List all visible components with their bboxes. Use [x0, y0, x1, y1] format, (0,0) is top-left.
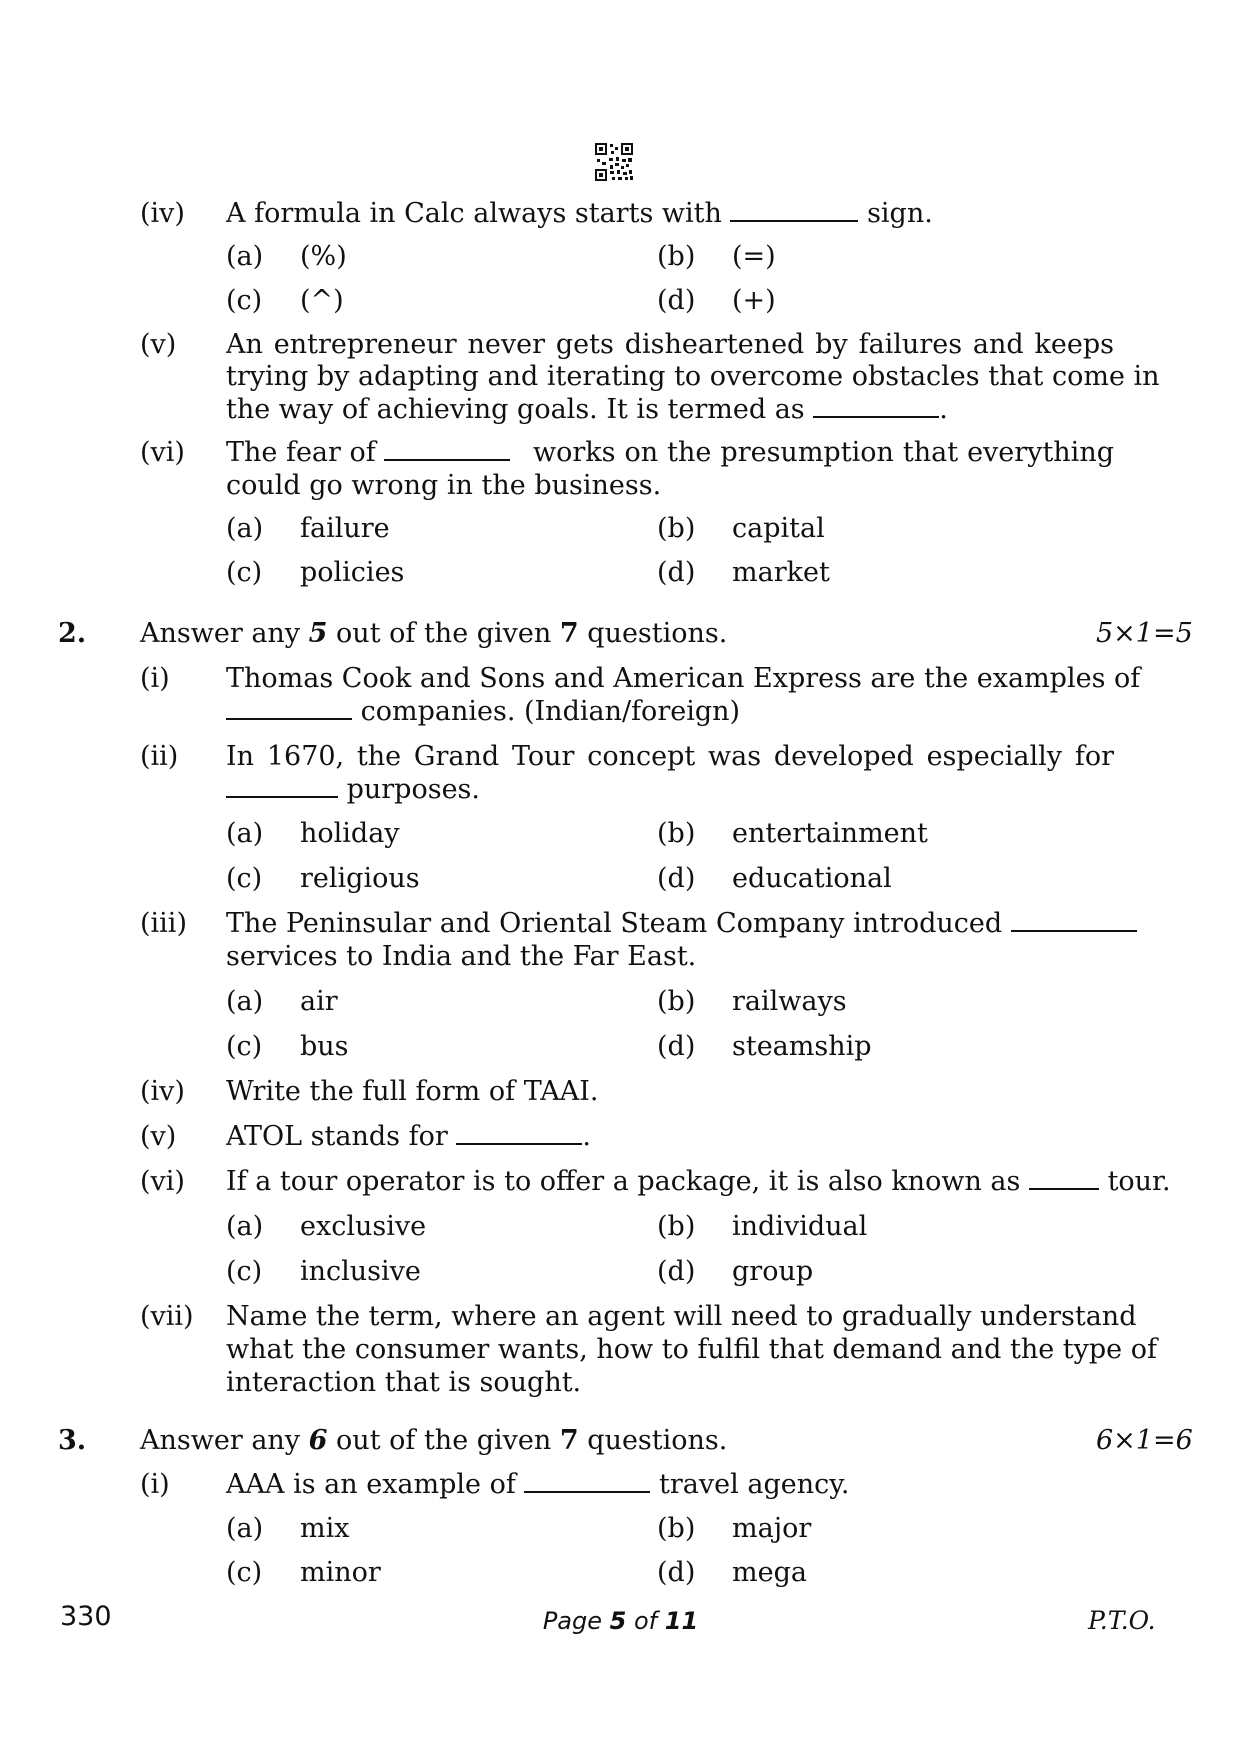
q2-iii-line-2: services to India and the Far East.: [226, 941, 697, 972]
q2-instruction: Answer any 5 out of the given 7 questions.: [140, 618, 728, 649]
q1-iv-option-c-label: (c): [226, 285, 263, 316]
q2-vi-option-b-label: (b): [657, 1211, 696, 1242]
q2-vi-option-a-label: (a): [226, 1211, 264, 1242]
pto-label: P.T.O.: [1088, 1606, 1156, 1635]
q1-vi-option-d-text: market: [732, 557, 830, 588]
q2-ii-option-b-text: entertainment: [732, 818, 928, 849]
q3-instruction: Answer any 6 out of the given 7 questions.: [140, 1425, 728, 1456]
q3-i-number: (i): [140, 1469, 170, 1500]
q1-vi-option-b-label: (b): [657, 513, 696, 544]
q2-ii-option-d-label: (d): [657, 863, 696, 894]
q2-ii-line-2: purposes.: [226, 773, 480, 807]
q3-number: 3.: [58, 1425, 87, 1456]
q2-iii-option-c-text: bus: [300, 1031, 349, 1062]
q1-v-number: (v): [140, 329, 177, 360]
q1-v-line-2: trying by adapting and iterating to overcome obstacles that come in: [226, 361, 1160, 392]
q1-vi-line-1-start: The fear of: [226, 436, 510, 470]
q1-vi-number: (vi): [140, 437, 185, 468]
q2-vi-option-d-text: group: [732, 1256, 814, 1287]
q1-vi-option-a-text: failure: [300, 513, 390, 544]
q2-i-line-1: Thomas Cook and Sons and American Express are the examples of: [226, 663, 1141, 694]
q2-ii-option-d-text: educational: [732, 863, 892, 894]
q3-i-option-b-text: major: [732, 1513, 812, 1544]
q2-vii-line-1: Name the term, where an agent will need to gradually understand: [226, 1301, 1137, 1332]
q2-iii-line-1: The Peninsular and Oriental Steam Company introduced: [226, 907, 1137, 941]
q2-vi-text: If a tour operator is to offer a package, it is also known as tour.: [226, 1166, 1171, 1197]
q2-i-line-2: companies. (Indian/foreign): [226, 695, 740, 729]
q3-i-option-a-label: (a): [226, 1513, 264, 1544]
q1-iv-option-a-label: (a): [226, 241, 264, 272]
q2-iii-option-a-label: (a): [226, 986, 264, 1017]
q1-vi-option-a-label: (a): [226, 513, 264, 544]
q1-iv-option-c-text: (^): [300, 285, 344, 316]
q1-vi-option-b-text: capital: [732, 513, 825, 544]
q2-i-number: (i): [140, 663, 170, 694]
q1-vi-option-c-label: (c): [226, 557, 263, 588]
q1-iv-text: A formula in Calc always starts with sign.: [226, 198, 933, 229]
qr-code-icon: [594, 142, 634, 182]
q1-iv-option-b-label: (b): [657, 241, 696, 272]
q2-iii-option-d-text: steamship: [732, 1031, 872, 1062]
q2-vi-number: (vi): [140, 1166, 185, 1197]
q2-ii-line-1: In 1670, the Grand Tour concept was developed especially for: [226, 741, 1114, 772]
q2-vi-option-c-label: (c): [226, 1256, 263, 1287]
q1-vi-line-2: could go wrong in the business.: [226, 470, 662, 501]
q3-i-option-c-label: (c): [226, 1557, 263, 1588]
q2-vi-option-d-label: (d): [657, 1256, 696, 1287]
q1-iv-option-a-text: (%): [300, 241, 347, 272]
q2-iii-option-b-text: railways: [732, 986, 847, 1017]
q2-marks: 5×1=5: [1096, 618, 1193, 649]
q3-i-option-b-label: (b): [657, 1513, 696, 1544]
q2-vi-option-b-text: individual: [732, 1211, 868, 1242]
page-number: Page 5 of 11: [542, 1607, 699, 1635]
q2-v-number: (v): [140, 1121, 177, 1152]
q1-iv-number: (iv): [140, 198, 185, 229]
q1-iv-option-d-label: (d): [657, 285, 696, 316]
q3-i-option-a-text: mix: [300, 1513, 350, 1544]
q1-iv-option-d-text: (+): [732, 285, 776, 316]
q2-iii-number: (iii): [140, 908, 187, 939]
q2-vii-line-2: what the consumer wants, how to fulfil that demand and the type of: [226, 1334, 1157, 1365]
q2-iii-option-a-text: air: [300, 986, 338, 1017]
q2-iii-option-d-label: (d): [657, 1031, 696, 1062]
q3-i-option-d-label: (d): [657, 1557, 696, 1588]
q3-i-text: AAA is an example of travel agency.: [226, 1469, 850, 1500]
q1-vi-option-d-label: (d): [657, 557, 696, 588]
q2-ii-option-c-text: religious: [300, 863, 420, 894]
q2-number: 2.: [58, 618, 87, 649]
q2-vi-option-a-text: exclusive: [300, 1211, 427, 1242]
paper-code: 330: [60, 1601, 112, 1632]
q3-i-option-c-text: minor: [300, 1557, 381, 1588]
q1-vi-line-1-end: works on the presumption that everything: [533, 437, 1114, 468]
q3-i-option-d-text: mega: [732, 1557, 807, 1588]
q2-iv-number: (iv): [140, 1076, 185, 1107]
q3-marks: 6×1=6: [1096, 1425, 1193, 1456]
q1-v-line-1: An entrepreneur never gets disheartened by failures and keeps: [226, 329, 1114, 360]
q1-v-line-3: the way of achieving goals. It is termed as .: [226, 394, 948, 425]
q2-v-text: ATOL stands for .: [226, 1121, 591, 1152]
q2-ii-option-c-label: (c): [226, 863, 263, 894]
q2-ii-option-a-text: holiday: [300, 818, 400, 849]
q2-ii-number: (ii): [140, 741, 179, 772]
q2-vi-option-c-text: inclusive: [300, 1256, 421, 1287]
q2-vii-number: (vii): [140, 1301, 194, 1332]
q2-ii-option-a-label: (a): [226, 818, 264, 849]
q2-iii-option-b-label: (b): [657, 986, 696, 1017]
q2-ii-option-b-label: (b): [657, 818, 696, 849]
q2-iv-text: Write the full form of TAAI.: [226, 1076, 599, 1107]
q2-iii-option-c-label: (c): [226, 1031, 263, 1062]
q1-vi-option-c-text: policies: [300, 557, 405, 588]
q2-vii-line-3: interaction that is sought.: [226, 1367, 582, 1398]
q1-iv-option-b-text: (=): [732, 241, 776, 272]
